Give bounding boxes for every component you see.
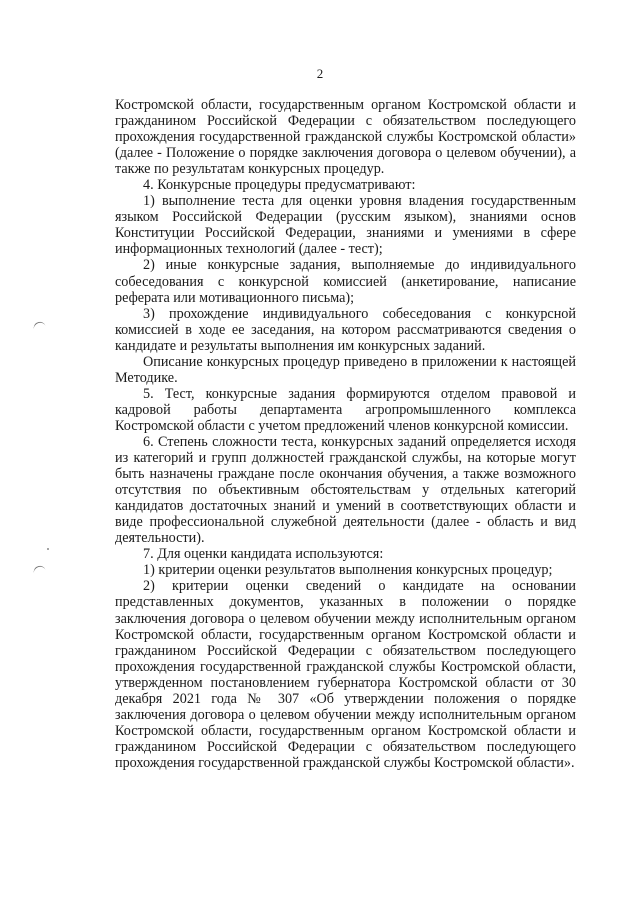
- margin-scan-mark: [32, 564, 46, 574]
- paragraph-item-6: 6. Степень сложности теста, конкурсных заданий определяется исходя из категорий и групп должностей гражданской службы, на которые могут быть назначены граждане после окончания обучения, а также возможного отсутствия по объективным обстоятельствам у отдельных категорий кандидатов достаточных знаний и умений в соответствующих области и виде профессиональной служебной деятельности (далее - область и вид деятельности).: [115, 433, 576, 547]
- paragraph-subitem-7-1: 1) критерии оценки результатов выполнения конкурсных процедур;: [143, 562, 553, 579]
- paragraph-subitem-4-2: 2) иные конкурсные задания, выполняемые до индивидуального собеседования с конкурсной комиссией (анкетирование, написание реферата или мотивационного письма);: [115, 257, 576, 306]
- paragraph-subitem-7-2: 2) критерии оценки сведений о кандидате на основании представленных документов, указанных в положении о порядке заключения договора о целевом обучении между исполнительным органом Костромской области, государственным органом Костромской области и гражданином Российской Федерации с обязательством последующего прохождения государственной гражданской службы Костромской области, утвержденном постановлением губернатора Костромской области от 30 декабря 2021 года № 307 «Об утверждении положения о порядке заключения договора о целевом обучении между исполнительным органом Костромской области, государственным органом Костромской области и гражданином Российской Федерации с обязательством последующего прохождения государственной гражданской службы Костромской области».: [115, 578, 576, 771]
- paragraph-subitem-4-3: 3) прохождение индивидуального собеседования с конкурсной комиссией в ходе ее заседания, на котором рассматриваются сведения о кандидате и результаты выполнения им конкурсных заданий.: [115, 305, 576, 354]
- paragraph-procedures-description: Описание конкурсных процедур приведено в приложении к настоящей Методике.: [115, 353, 576, 386]
- margin-scan-dot: [47, 548, 49, 550]
- document-body: [115, 97, 576, 771]
- paragraph-item-5: 5. Тест, конкурсные задания формируются отделом правовой и кадровой работы департамента агропромышленного комплекса Костромской области с учетом предложений членов конкурсной комиссии.: [115, 385, 576, 434]
- paragraph-item-7: 7. Для оценки кандидата используются:: [143, 546, 384, 563]
- paragraph-item-4: 4. Конкурсные процедуры предусматривают:: [143, 177, 416, 194]
- paragraph-continuation: Костромской области, государственным органом Костромской области и гражданином Российской Федерации с обязательством последующего прохождения государственной гражданской службы Костромской области» (далее - Положение о порядке заключения договора о целевом обучении), а также по результатам конкурсных процедур.: [115, 97, 576, 178]
- paragraph-subitem-4-1: 1) выполнение теста для оценки уровня владения государственным языком Российской Федерации (русским языком), знаниями основ Конституции Российской Федерации, знаниями и умениями в сфере информационных технологий (далее - тест);: [115, 193, 576, 258]
- page-number: 2: [316, 66, 324, 81]
- margin-scan-mark: [32, 320, 46, 330]
